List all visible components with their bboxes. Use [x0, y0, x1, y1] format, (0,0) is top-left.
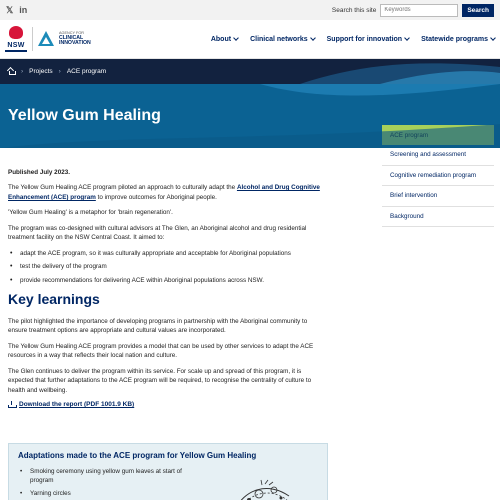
list-item: • test the delivery of the program [8, 262, 328, 271]
chevron-down-icon [490, 35, 496, 41]
nav-label: Support for innovation [326, 35, 403, 43]
aci-triangle-icon [38, 31, 54, 47]
aboriginal-artwork-illustration [229, 478, 299, 500]
list-item: • Smoking ceremony using yellow gum leaves at start of program [18, 468, 198, 486]
nav-label: Clinical networks [250, 35, 308, 43]
list-item: • provide recommendations for delivering ACE within Aboriginal populations across NSW. [8, 276, 328, 285]
nsw-logo[interactable] [5, 26, 27, 52]
nav-label: About [210, 35, 232, 43]
home-icon[interactable] [7, 68, 15, 75]
chevron-down-icon [310, 35, 316, 41]
main-content [8, 168, 328, 408]
search-label: Search this site [331, 6, 377, 14]
ace-program-link[interactable]: Alcohol and Drug Cognitive Enhancement (ACE) program [8, 184, 320, 201]
codesign-paragraph: The program was co-designed with cultural advisors at The Glen, an Aboriginal alcohol and drug residential treatment facility on the NSW Central Coast. It aimed to: [8, 224, 307, 242]
logos[interactable] [5, 26, 91, 52]
chevron-down-icon [233, 35, 239, 41]
nav-clinical-networks[interactable] [250, 36, 315, 43]
breadcrumb-band [0, 59, 500, 84]
aci-line1: CLINICAL [59, 34, 84, 41]
nav-support-for-innovation[interactable] [327, 36, 409, 43]
adaptations-callout [8, 443, 328, 500]
search-input[interactable] [380, 4, 458, 17]
callout-title: Adaptations made to the ACE program for Yellow Gum Healing [18, 451, 257, 460]
published-date: Published July 2023. [8, 169, 70, 176]
aims-list [8, 249, 328, 285]
intro-paragraph: The Yellow Gum Healing ACE program piloted an approach to culturally adapt the Alcohol and Drug Cognitive Enhancement (ACE) program to improve outcomes for Aboriginal people. [8, 184, 320, 201]
nav-label: Statewide programs [421, 35, 488, 43]
list-item: • adapt the ACE program, so it was culturally appropriate and acceptable for Aboriginal populations [8, 249, 328, 258]
social-links [6, 5, 27, 16]
nsw-logo-bar [5, 50, 27, 52]
utility-bar [0, 0, 500, 20]
breadcrumb [7, 68, 106, 75]
aci-logo-text[interactable] [59, 32, 91, 46]
download-report-link[interactable] [8, 401, 328, 408]
metaphor-paragraph: 'Yellow Gum Healing' is a metaphor for 'brain regeneration'. [8, 209, 173, 217]
download-icon [8, 401, 15, 408]
hero-banner [0, 84, 500, 148]
logo-divider [32, 27, 33, 51]
breadcrumb-current: ACE program [66, 68, 107, 75]
site-search [332, 4, 494, 17]
chevron-down-icon [404, 35, 410, 41]
breadcrumb-separator: › [58, 68, 61, 75]
side-nav-brief-intervention[interactable]: Brief intervention [382, 186, 494, 207]
learning-paragraph: The pilot highlighted the importance of developing programs in partnership with the Aboriginal community to ensure treatment options are appropriate and cultural values are incorporated. [8, 317, 308, 335]
nav-about[interactable] [211, 36, 238, 43]
side-nav-screening[interactable]: Screening and assessment [382, 145, 494, 166]
site-header [0, 20, 500, 59]
breadcrumb-projects[interactable]: Projects [29, 68, 53, 75]
side-nav-background[interactable]: Background [382, 207, 494, 228]
download-label: Download the report (PDF 1001.9 KB) [19, 401, 135, 408]
nav-statewide-programs[interactable] [421, 36, 495, 43]
search-button[interactable]: Search [462, 4, 494, 17]
key-learnings-heading: Key learnings [8, 290, 100, 307]
list-item: • Yarning circles [18, 490, 198, 499]
learning-paragraph: The Glen continues to deliver the program within its service. For scale up and spread of this program, it is expected that further adaptations to the ACE program will be required, to recognise the centrality of culture to health and wellbeing. [8, 367, 312, 394]
page-title: Yellow Gum Healing [8, 107, 161, 124]
learning-paragraph: The Yellow Gum Healing ACE program provides a model that can be used by other services to adapt the ACE resources in a way that reflects their local nation and culture. [8, 342, 314, 360]
side-nav-cognitive-remediation[interactable]: Cognitive remediation program [382, 166, 494, 187]
breadcrumb-separator: › [21, 68, 24, 75]
linkedin-icon[interactable]: in [19, 4, 28, 15]
nsw-logo-text: NSW [7, 42, 25, 49]
aci-small-text: AGENCY FOR [59, 30, 85, 35]
main-nav [211, 36, 495, 43]
x-icon[interactable]: 𝕏 [6, 4, 14, 15]
aci-line2: INNOVATION [59, 39, 91, 46]
waratah-icon [9, 26, 23, 39]
